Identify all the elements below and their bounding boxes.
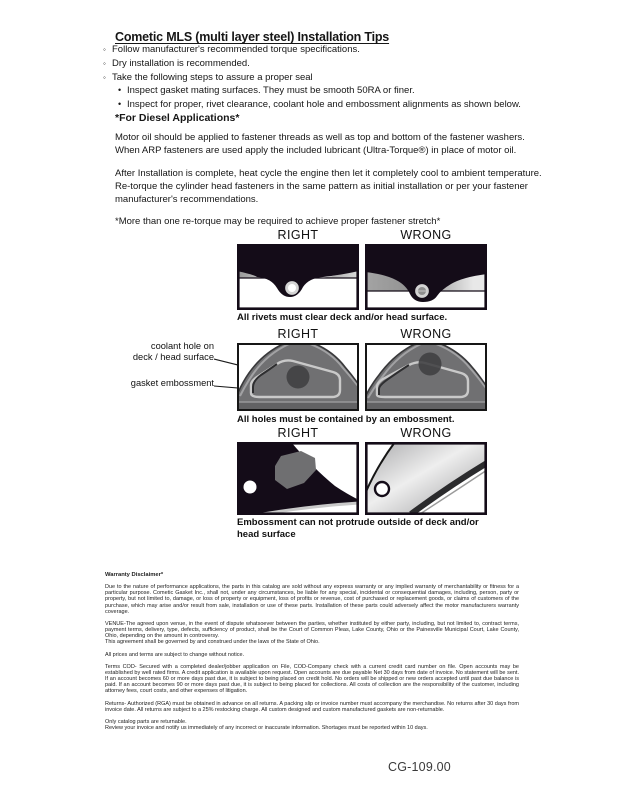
tip-text: Take the following steps to assure a proper seal — [112, 71, 313, 83]
diesel-heading: *For Diesel Applications* — [115, 112, 240, 124]
rivet-right-illustration — [237, 244, 359, 310]
wrong-label: WRONG — [400, 228, 452, 242]
warranty-disclaimer-section — [105, 572, 519, 737]
pair3-caption: Embossment can not protrude outside of deck and/or head surface — [237, 517, 479, 540]
warranty-paragraph: Review your invoice and notify us immediately of any incorrect or inaccurate information. Shortages must be reported within 10 days. — [105, 724, 428, 731]
warranty-paragraph: This agreement shall be governed by and construed under the laws of the State of Ohio. — [105, 639, 320, 646]
list-item — [103, 71, 543, 85]
warranty-paragraph: All prices and terms are subject to change without notice. — [105, 651, 245, 658]
embossment-wrong-illustration — [365, 343, 487, 411]
protrusion-right-diagram — [237, 442, 359, 515]
coolant-hole-label — [98, 341, 214, 362]
embossment-right-illustration — [237, 343, 359, 411]
protrusion-wrong-illustration — [365, 442, 487, 515]
diesel-applications-section — [115, 112, 543, 237]
bullet-marker: ◦ — [103, 72, 106, 82]
coolant-hole-label-line1: coolant hole on — [150, 341, 214, 351]
warranty-paragraph: VENUE-The agreed upon venue, in the event of dispute whatsoever between the parties, whether instituted by either party, including, but not limited to, contract terms, payment terms, delivery, type, defects, sufficiency of product, shall be the Court of Common Pleas, Lake County, Ohio or the Painesville Municipal Court, Lake County, Ohio, depending on the amount in controversy. — [105, 620, 519, 640]
warranty-paragraph: Only catalog parts are returnable. — [105, 718, 187, 725]
warranty-paragraph: Due to the nature of performance applications, the parts in this catalog are sold without any express warranty or any implied warranty of merchantability or fitness for a particular purpose. Cometic Gasket Inc., shall not, under any circumstances, be liable for any special, incidental or consequential damages, including, person, party or property, but not limited to, damage, or loss of property or equipment, loss of profits or revenue, cost of purchased or replacement goods, or claims of customers of the purchase, which may arise and/or result from sale, installation or use of these parts. Installation of these parts could adversely affect the motor manufacturers warranty coverage. — [105, 584, 519, 615]
list-item — [118, 84, 543, 98]
diesel-paragraph: Motor oil should be applied to fastener threads as well as top and bottom of the fastener washers. When ARP fasteners are used apply the included lubricant (Ultra-Torque®) in place of motor oil. — [115, 132, 525, 157]
bullet-marker: • — [118, 99, 122, 110]
list-item — [103, 43, 543, 57]
retorque-note: *More than one re-torque may be required to achieve proper fastener stretch* — [115, 216, 441, 228]
embossment-wrong-diagram — [365, 343, 487, 411]
tip-text: Inspect gasket mating surfaces. They must be smooth 50RA or finer. — [127, 85, 415, 97]
right-label: RIGHT — [277, 426, 319, 440]
coolant-hole-label-line2: deck / head surface — [132, 351, 214, 362]
bullet-marker: • — [118, 85, 122, 96]
warranty-paragraph: Returns- Authorized (RGA) must be obtained in advance on all returns. A packing slip or invoice number must accompany the merchandise. No returns after 30 days from invoice date. All returns are subject to a 25% restocking charge. All custom designed and custom manufactured gaskets are non-returnable. — [105, 700, 519, 713]
tip-text: Dry installation is recommended. — [112, 57, 250, 69]
page-code: CG-109.00 — [388, 760, 451, 774]
pair1-caption: All rivets must clear deck and/or head surface. — [237, 312, 448, 323]
protrusion-right-illustration — [237, 442, 359, 515]
tip-text: Follow manufacturer's recommended torque specifications. — [112, 44, 360, 55]
bullet-marker: ◦ — [103, 45, 106, 54]
embossment-right-diagram — [237, 343, 359, 411]
warranty-heading: Warranty Disclaimer* — [105, 572, 164, 578]
rivet-wrong-illustration — [365, 244, 487, 310]
gasket-embossment-label: gasket embossment — [130, 378, 214, 388]
diesel-paragraph: After Installation is complete, heat cycle the engine then let it completely cool to ambient temperature. Re-torque the cylinder head fasteners in the same pattern as initial installation or per your fastener manufacturer's recommendations. — [115, 167, 542, 206]
protrusion-wrong-diagram — [365, 442, 487, 515]
list-item — [103, 57, 543, 71]
wrong-label: WRONG — [400, 327, 452, 341]
page-title: Cometic MLS (multi layer steel) Installation Tips — [115, 30, 390, 45]
wrong-label: WRONG — [400, 426, 452, 440]
pair2-caption: All holes must be contained by an embossment. — [237, 414, 455, 425]
rivet-clearance-right-diagram — [237, 244, 359, 310]
list-item — [118, 98, 543, 112]
right-label: RIGHT — [277, 228, 319, 242]
rivet-clearance-wrong-diagram — [365, 244, 487, 310]
installation-tips-list — [103, 43, 543, 112]
right-label: RIGHT — [277, 327, 319, 341]
bullet-marker: ◦ — [103, 58, 106, 68]
tip-text: Inspect for proper, rivet clearance, coolant hole and embossment alignments as shown below. — [127, 99, 521, 111]
warranty-paragraph: Terms COD- Secured with a completed dealer/jobber application on File, COD-Company check with a current credit card number on file. Open accounts may be established by well rated firms. A credit application is available upon request. Open accounts are due payable Net 30 days from date of invoice. No statement will be sent. If an account becomes 60 or more days past due, it is subject to being placed on credit hold. No orders will be shipped or new orders accepted until past due balance is paid. If an account becomes 90 or more days past due, it is subject to being placed for collections. All costs of collection are the responsibility of the customer, including attorney fees, court costs, and other expenses of litigation. — [105, 663, 519, 695]
